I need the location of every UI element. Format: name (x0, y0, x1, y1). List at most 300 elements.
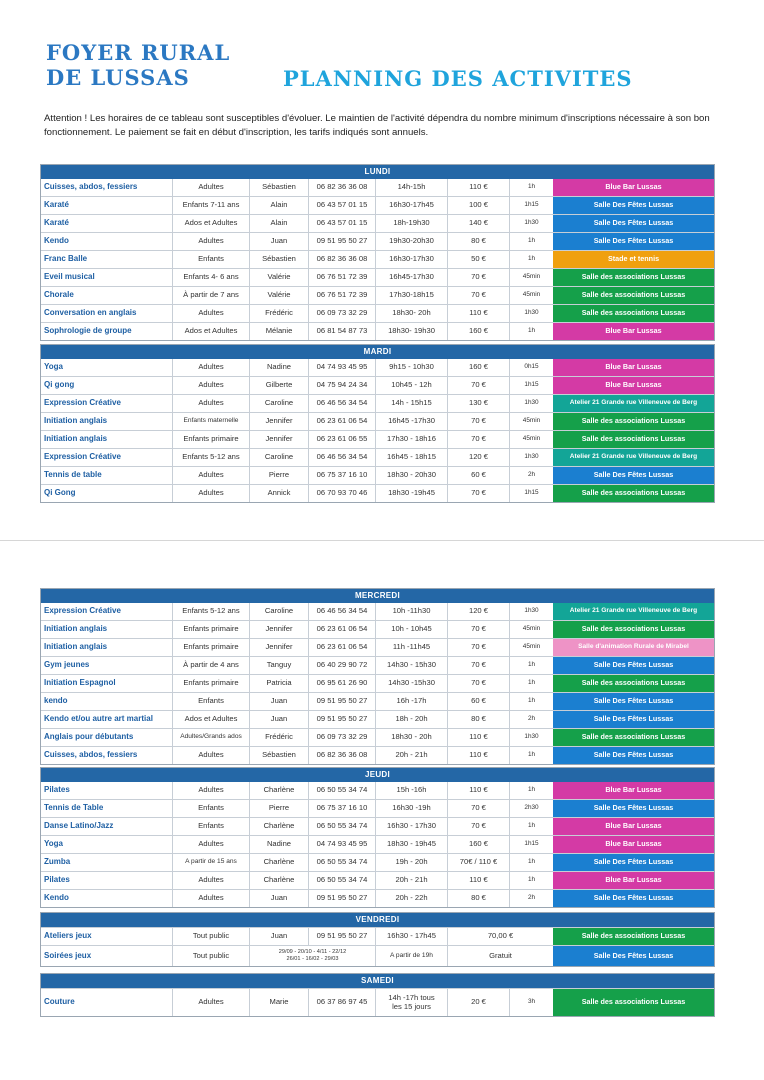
public-cell: Enfants primaire (172, 431, 249, 448)
location-cell: Salle Des Fêtes Lussas (553, 657, 714, 674)
duration-cell: 2h30 (509, 800, 553, 817)
duration-cell: 1h30 (509, 305, 553, 322)
table-row (41, 196, 714, 214)
hours-cell: 17h30 - 18h16 (375, 431, 447, 448)
price-cell: 110 € (447, 179, 509, 196)
public-cell: Adultes (172, 305, 249, 322)
phone-cell: 06 40 29 90 72 (308, 657, 375, 674)
public-cell: Adultes (172, 872, 249, 889)
price-cell: 70 € (447, 413, 509, 430)
table-row (41, 359, 714, 376)
animator-cell: Jennifer (249, 413, 308, 430)
price-cell: 70 € (447, 269, 509, 286)
animator-cell: Jennifer (249, 431, 308, 448)
day-table-vendredi (40, 912, 715, 967)
activity-cell: Initiation Espagnol (44, 678, 116, 688)
public-cell: Adultes (172, 233, 249, 250)
phone-cell: 06 81 54 87 73 (308, 323, 375, 340)
duration-cell: 1h30 (509, 449, 553, 466)
table-row (41, 268, 714, 286)
table-row (41, 927, 714, 945)
duration-cell: 45min (509, 431, 553, 448)
phone-cell: 06 50 55 34 74 (308, 782, 375, 799)
table-row (41, 448, 714, 466)
table-row (41, 674, 714, 692)
location-cell: Salle Des Fêtes Lussas (553, 197, 714, 214)
hours-cell: 16h -17h (375, 693, 447, 710)
animator-cell: Patricia (249, 675, 308, 692)
day-header: SAMEDI (41, 974, 714, 988)
phone-cell: 06 50 55 34 74 (308, 818, 375, 835)
phone-cell: 06 43 57 01 15 (308, 215, 375, 232)
price-cell: 110 € (447, 782, 509, 799)
table-row (41, 889, 714, 907)
animator-cell: Tanguy (249, 657, 308, 674)
animator-cell: Alain (249, 215, 308, 232)
location-cell: Salle des associations Lussas (553, 287, 714, 304)
activity-cell: Eveil musical (44, 272, 95, 282)
activity-cell: Tennis de Table (44, 803, 104, 813)
price-cell: 110 € (447, 305, 509, 322)
public-cell: Ados et Adultes (172, 711, 249, 728)
public-cell: Enfants primaire (172, 639, 249, 656)
location-cell: Atelier 21 Grande rue Villeneuve de Berg (553, 603, 714, 620)
duration-cell: 1h (509, 747, 553, 764)
hours-line-1: 14h -17h tous (388, 993, 435, 1002)
activity-cell: Pilates (44, 785, 70, 795)
price-cell: 70 € (447, 657, 509, 674)
page-title: PLANNING DES ACTIVITES (283, 66, 633, 91)
duration-cell: 45min (509, 269, 553, 286)
phone-cell: 06 75 37 16 10 (308, 800, 375, 817)
day-header: MERCREDI (41, 589, 714, 603)
phone-cell: 06 23 61 06 54 (308, 413, 375, 430)
activity-cell: Kendo (44, 236, 69, 246)
table-row (41, 799, 714, 817)
hours-cell: 15h -16h (375, 782, 447, 799)
location-cell: Salle Des Fêtes Lussas (553, 747, 714, 764)
table-row (41, 620, 714, 638)
activity-cell: Karaté (44, 218, 69, 228)
public-cell: Adultes (172, 359, 249, 376)
hours-cell: 16h45 - 18h15 (375, 449, 447, 466)
duration-cell: 3h (509, 989, 553, 1016)
public-cell: Adultes (172, 467, 249, 484)
location-cell: Salle d'animation Rurale de Mirabel (553, 639, 714, 656)
day-rows (41, 603, 714, 764)
phone-cell: 06 50 55 34 74 (308, 854, 375, 871)
location-cell: Salle des associations Lussas (553, 485, 714, 502)
activity-cell: Kendo et/ou autre art martial (44, 714, 153, 724)
animator-cell: Sébastien (249, 747, 308, 764)
location-cell: Salle Des Fêtes Lussas (553, 711, 714, 728)
animator-cell: Charlène (249, 782, 308, 799)
animator-cell: Valérie (249, 269, 308, 286)
animator-cell: Juan (249, 693, 308, 710)
animator-cell: Valérie (249, 287, 308, 304)
table-row (41, 603, 714, 620)
hours-cell: A partir de 19h (375, 946, 447, 966)
location-cell: Salle des associations Lussas (553, 675, 714, 692)
activity-cell: Gym jeunes (44, 660, 90, 670)
duration-cell: 1h30 (509, 603, 553, 620)
hours-cell: 10h - 10h45 (375, 621, 447, 638)
duration-cell: 1h (509, 818, 553, 835)
location-cell: Salle des associations Lussas (553, 305, 714, 322)
table-row (41, 782, 714, 799)
table-row (41, 484, 714, 502)
duration-cell: 2h (509, 890, 553, 907)
duration-cell: 45min (509, 639, 553, 656)
table-row (41, 871, 714, 889)
table-row (41, 412, 714, 430)
hours-cell: 11h -11h45 (375, 639, 447, 656)
public-cell: Ados et Adultes (172, 323, 249, 340)
price-cell: 80 € (447, 711, 509, 728)
location-cell: Salle des associations Lussas (553, 621, 714, 638)
day-table-jeudi (40, 767, 715, 908)
day-rows (41, 359, 714, 502)
location-cell: Salle des associations Lussas (553, 729, 714, 746)
table-row (41, 232, 714, 250)
animator-cell: Pierre (249, 800, 308, 817)
location-cell: Blue Bar Lussas (553, 377, 714, 394)
activity-cell: Ateliers jeux (44, 931, 92, 941)
price-cell: 80 € (447, 890, 509, 907)
duration-cell: 1h (509, 693, 553, 710)
public-cell: Enfants maternelle (172, 413, 249, 430)
activity-cell: Qi Gong (44, 488, 76, 498)
hours-cell: 14h - 15h15 (375, 395, 447, 412)
hours-cell: 18h30 - 20h (375, 729, 447, 746)
hours-cell: 20h - 21h (375, 747, 447, 764)
public-cell: Adultes (172, 179, 249, 196)
notice-text: Attention ! Les horaires de ce tableau sont susceptibles d'évoluer. Le maintien de l'activité dépendra du nombre minimum d'inscriptions nécessaire à son bon fonctionnement. Le paiement se fait en début d'inscription, les tarifs indiqués sont annuels. (44, 113, 710, 138)
price-cell: 70 € (447, 287, 509, 304)
price-cell: 70 € (447, 621, 509, 638)
price-cell: 110 € (447, 747, 509, 764)
phone-cell: 06 46 56 34 54 (308, 449, 375, 466)
price-cell: 160 € (447, 359, 509, 376)
activity-cell: Conversation en anglais (44, 308, 137, 318)
table-row (41, 214, 714, 232)
public-cell: Adultes (172, 377, 249, 394)
phone-cell: 06 09 73 32 29 (308, 305, 375, 322)
duration-cell: 2h (509, 711, 553, 728)
duration-cell: 1h (509, 657, 553, 674)
phone-cell: 06 75 37 16 10 (308, 467, 375, 484)
location-cell: Blue Bar Lussas (553, 836, 714, 853)
price-cell: 70 € (447, 800, 509, 817)
activity-cell: Initiation anglais (44, 642, 108, 652)
table-row (41, 322, 714, 340)
location-cell: Blue Bar Lussas (553, 782, 714, 799)
duration-cell: 45min (509, 287, 553, 304)
animator-cell: Frédéric (249, 729, 308, 746)
location-cell: Blue Bar Lussas (553, 323, 714, 340)
activity-cell: Tennis de table (44, 470, 102, 480)
hours-cell: 10h45 - 12h (375, 377, 447, 394)
price-cell: 80 € (447, 233, 509, 250)
price-cell: 70 € (447, 818, 509, 835)
location-cell: Atelier 21 Grande rue Villeneuve de Berg (553, 449, 714, 466)
public-cell: Adultes (172, 395, 249, 412)
price-cell: 110 € (447, 729, 509, 746)
hours-cell: 14h30 -15h30 (375, 675, 447, 692)
duration-cell: 1h15 (509, 197, 553, 214)
animator-cell: Sébastien (249, 251, 308, 268)
location-cell: Blue Bar Lussas (553, 872, 714, 889)
duration-cell: 1h30 (509, 215, 553, 232)
activity-cell: Soirées jeux (44, 950, 92, 960)
dates-line-1: 29/09 - 20/10 - 4/11 - 22/12 (278, 949, 347, 956)
public-cell: Enfants 4- 6 ans (172, 269, 249, 286)
phone-cell: 04 74 93 45 95 (308, 836, 375, 853)
hours-cell: 16h45-17h30 (375, 269, 447, 286)
animator-cell: Caroline (249, 603, 308, 620)
price-cell: Gratuit (447, 946, 553, 966)
location-cell: Salle des associations Lussas (553, 413, 714, 430)
activity-cell: Anglais pour débutants (44, 732, 134, 742)
animator-cell: Jennifer (249, 621, 308, 638)
hours-cell: 18h30 - 20h30 (375, 467, 447, 484)
activity-cell: Yoga (44, 839, 63, 849)
duration-cell: 1h30 (509, 729, 553, 746)
phone-cell: 06 82 36 36 08 (308, 179, 375, 196)
location-cell: Blue Bar Lussas (553, 818, 714, 835)
day-header: MARDI (41, 345, 714, 359)
public-cell: Enfants (172, 251, 249, 268)
duration-cell: 1h (509, 323, 553, 340)
day-table-samedi (40, 973, 715, 1017)
animator-cell: Charlène (249, 872, 308, 889)
activity-cell: Cuisses, abdos, fessiers (44, 182, 138, 192)
day-table-lundi (40, 164, 715, 341)
phone-cell: 06 09 73 32 29 (308, 729, 375, 746)
price-cell: 70 € (447, 431, 509, 448)
location-cell: Salle Des Fêtes Lussas (553, 890, 714, 907)
phone-cell: 06 46 56 34 54 (308, 603, 375, 620)
table-row (41, 692, 714, 710)
public-cell: Enfants 5-12 ans (172, 449, 249, 466)
price-cell: 140 € (447, 215, 509, 232)
activity-cell: Couture (44, 997, 75, 1007)
price-cell: 70 € (447, 485, 509, 502)
table-row (41, 466, 714, 484)
price-cell: 20 € (447, 989, 509, 1016)
duration-cell: 1h15 (509, 836, 553, 853)
hours-cell: 14h30 - 15h30 (375, 657, 447, 674)
animator-cell: Frédéric (249, 305, 308, 322)
location-cell: Salle Des Fêtes Lussas (553, 233, 714, 250)
location-cell: Stade et tennis (553, 251, 714, 268)
table-row (41, 817, 714, 835)
activity-cell: Cuisses, abdos, fessiers (44, 750, 138, 760)
table-row (41, 638, 714, 656)
animator-cell: Charlène (249, 854, 308, 871)
table-row (41, 304, 714, 322)
phone-cell: 09 51 95 50 27 (308, 693, 375, 710)
phone-cell: 06 46 56 34 54 (308, 395, 375, 412)
table-row (41, 656, 714, 674)
phone-cell: 06 76 51 72 39 (308, 287, 375, 304)
hours-cell: 16h45 -17h30 (375, 413, 447, 430)
table-row (41, 179, 714, 196)
phone-cell: 06 23 61 06 54 (308, 621, 375, 638)
public-cell: Enfants (172, 693, 249, 710)
hours-cell: 18h30- 19h30 (375, 323, 447, 340)
price-cell: 60 € (447, 467, 509, 484)
location-cell: Atelier 21 Grande rue Villeneuve de Berg (553, 395, 714, 412)
duration-cell: 1h15 (509, 377, 553, 394)
location-cell: Salle Des Fêtes Lussas (553, 800, 714, 817)
phone-cell: 04 74 93 45 95 (308, 359, 375, 376)
activity-cell: Franc Balle (44, 254, 88, 264)
animator-cell: Pierre (249, 467, 308, 484)
animator-cell: Juan (249, 233, 308, 250)
table-row (41, 746, 714, 764)
phone-cell: 06 82 36 36 08 (308, 251, 375, 268)
public-cell: Adultes (172, 485, 249, 502)
animator-cell: Nadine (249, 836, 308, 853)
activity-cell: Karaté (44, 200, 69, 210)
table-row (41, 286, 714, 304)
activity-cell: Kendo (44, 893, 69, 903)
day-header: LUNDI (41, 165, 714, 179)
animator-cell: Jennifer (249, 639, 308, 656)
activity-cell: Pilates (44, 875, 70, 885)
animator-cell: Gilberte (249, 377, 308, 394)
public-cell: Ados et Adultes (172, 215, 249, 232)
activity-cell: kendo (44, 696, 68, 706)
animator-cell: Annick (249, 485, 308, 502)
animator-cell: Juan (249, 890, 308, 907)
day-rows (41, 179, 714, 340)
price-cell: 100 € (447, 197, 509, 214)
duration-cell: 1h (509, 179, 553, 196)
phone-cell: 04 75 94 24 34 (308, 377, 375, 394)
activity-cell: Initiation anglais (44, 624, 108, 634)
hours-cell: 9h15 - 10h30 (375, 359, 447, 376)
animator-cell: Nadine (249, 359, 308, 376)
day-table-mercredi (40, 588, 715, 765)
phone-cell: 06 76 51 72 39 (308, 269, 375, 286)
hours-cell: 19h - 20h (375, 854, 447, 871)
hours-cell: 17h30-18h15 (375, 287, 447, 304)
public-cell: Enfants 5-12 ans (172, 603, 249, 620)
price-cell: 160 € (447, 836, 509, 853)
animator-cell: Juan (249, 711, 308, 728)
duration-cell: 1h30 (509, 395, 553, 412)
day-header: JEUDI (41, 768, 714, 782)
phone-cell: 06 37 86 97 45 (308, 989, 375, 1016)
public-cell: Adultes (172, 747, 249, 764)
animator-cell: Caroline (249, 395, 308, 412)
duration-cell: 45min (509, 621, 553, 638)
price-cell: 70 € (447, 377, 509, 394)
location-cell: Salle Des Fêtes Lussas (553, 946, 714, 966)
duration-cell: 1h (509, 675, 553, 692)
location-cell: Salle Des Fêtes Lussas (553, 854, 714, 871)
hours-cell: 16h30-17h30 (375, 251, 447, 268)
location-cell: Salle des associations Lussas (553, 431, 714, 448)
location-cell: Salle Des Fêtes Lussas (553, 215, 714, 232)
location-cell: Salle des associations Lussas (553, 269, 714, 286)
phone-cell: 09 51 95 50 27 (308, 233, 375, 250)
public-cell: Adultes (172, 989, 249, 1016)
price-cell: 50 € (447, 251, 509, 268)
activity-cell: Qi gong (44, 380, 75, 390)
activity-cell: Expression Créative (44, 452, 121, 462)
hours-cell: 20h - 21h (375, 872, 447, 889)
table-row (41, 250, 714, 268)
hours-cell: 18h30- 20h (375, 305, 447, 322)
animator-cell: Sébastien (249, 179, 308, 196)
page-fold-divider (0, 540, 764, 541)
hours-cell: 18h - 20h (375, 711, 447, 728)
public-cell: Adultes/Grands ados (172, 729, 249, 746)
phone-cell: 06 70 93 70 46 (308, 485, 375, 502)
activity-cell: Initiation anglais (44, 416, 108, 426)
table-row (41, 710, 714, 728)
public-cell: Tout public (172, 946, 249, 966)
location-cell: Salle Des Fêtes Lussas (553, 693, 714, 710)
duration-cell: 1h (509, 233, 553, 250)
activity-cell: Initiation anglais (44, 434, 108, 444)
hours-cell: 16h30-17h45 (375, 197, 447, 214)
table-row (41, 394, 714, 412)
price-cell: 70 € (447, 639, 509, 656)
public-cell: Adultes (172, 836, 249, 853)
day-table-mardi (40, 344, 715, 503)
activity-cell: Expression Créative (44, 398, 121, 408)
activity-cell: Danse Latino/Jazz (44, 821, 114, 831)
hours-cell: 16h30 - 17h45 (375, 928, 447, 945)
table-row (41, 853, 714, 871)
price-cell: 70 € (447, 675, 509, 692)
phone-cell: 06 82 36 36 08 (308, 747, 375, 764)
animator-cell: Juan (249, 928, 308, 945)
animator-cell: Caroline (249, 449, 308, 466)
table-row (41, 430, 714, 448)
day-header: VENDREDI (41, 913, 714, 927)
price-cell: 160 € (447, 323, 509, 340)
price-cell: 70,00 € (447, 928, 553, 945)
duration-cell: 1h (509, 251, 553, 268)
activity-cell: Zumba (44, 857, 71, 867)
brand-line-1: FOYER RURAL (46, 40, 231, 65)
phone-cell: 06 95 61 26 90 (308, 675, 375, 692)
table-row (41, 988, 714, 1016)
animator-cell: Alain (249, 197, 308, 214)
price-cell: 60 € (447, 693, 509, 710)
day-rows (41, 782, 714, 907)
table-row (41, 728, 714, 746)
phone-cell: 06 23 61 06 55 (308, 431, 375, 448)
activity-cell: Expression Créative (44, 606, 121, 616)
location-cell: Salle des associations Lussas (553, 928, 714, 945)
hours-cell: 16h30 -19h (375, 800, 447, 817)
duration-cell: 45min (509, 413, 553, 430)
hours-cell: 18h30 -19h45 (375, 485, 447, 502)
phone-cell: 06 43 57 01 15 (308, 197, 375, 214)
dates-line-2: 26/01 - 16/02 - 29/03 (286, 956, 339, 962)
duration-cell: 2h (509, 467, 553, 484)
table-row (41, 376, 714, 394)
activity-cell: Sophrologie de groupe (44, 326, 132, 336)
price-cell: 120 € (447, 603, 509, 620)
duration-cell: 0h15 (509, 359, 553, 376)
